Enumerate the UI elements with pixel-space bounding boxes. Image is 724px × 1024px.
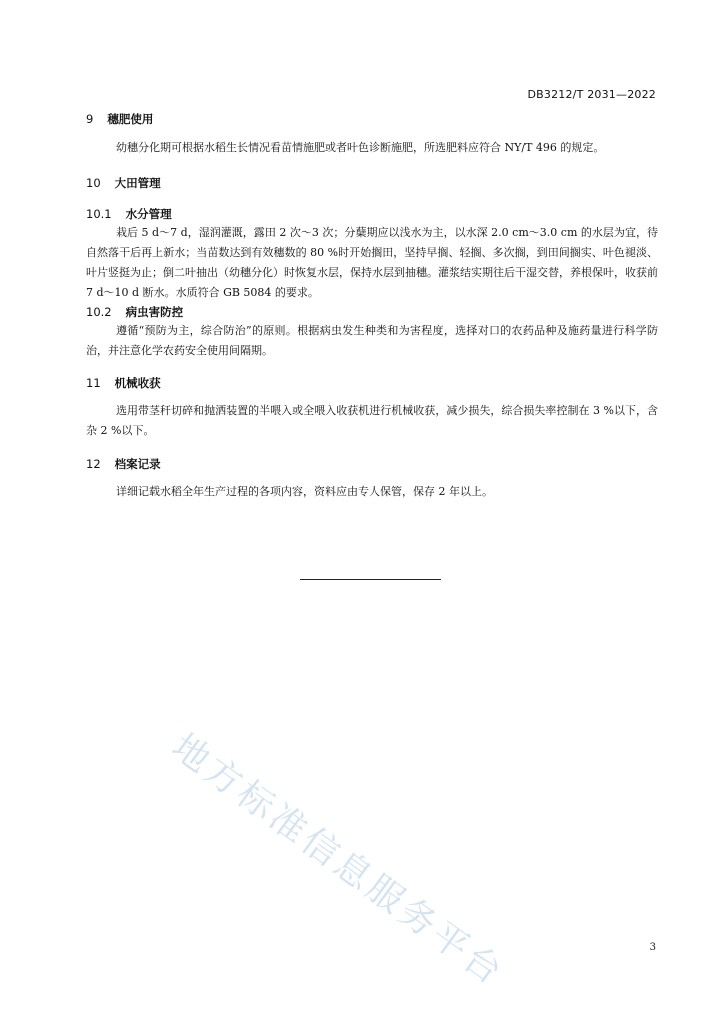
section-heading-10: [86, 175, 161, 191]
section-body-12: 详细记载水稻全年生产过程的各项内容，资料应由专人保管，保存 2 年以上。: [116, 485, 493, 498]
section-number: 9: [86, 112, 94, 126]
section-title: 大田管理: [114, 176, 161, 190]
end-rule: [300, 579, 441, 580]
section-number: 12: [86, 457, 101, 471]
section-number: 10: [86, 176, 101, 190]
section-title: 水分管理: [125, 207, 172, 221]
section-heading-12: [86, 456, 161, 472]
section-body-9: 幼穗分化期可根据水稻生长情况看苗情施肥或者叶色诊断施肥，所选肥料应符合 NY/T 496 的规定。: [116, 141, 605, 154]
section-heading-11: [86, 375, 161, 391]
watermark: 地方标准信息服务平台: [164, 726, 512, 995]
section-title: 机械收获: [114, 376, 161, 390]
section-heading-9: [86, 111, 153, 127]
section-title: 档案记录: [114, 457, 161, 471]
section-body-10-1: 栽后 5 d～7 d，湿润灌溉，露田 2 次～3 次；分蘖期应以浅水为主，以水深 2.0 cm～3.0 cm 的水层为宜，待自然落干后再上新水；当苗数达到有效穗数的 80 %时开始搁田，坚持早搁、轻搁、多次搁，到田间搁实、叶色褪淡、叶片竖挺为止；倒二叶抽出（幼穗分化）时恢复水层，保持水层到抽穗。灌浆结实期往后干湿交替，养根保叶，收获前 7 d～10 d 断水。水质符合 GB 5084 的要求。: [86, 226, 658, 299]
document-number: DB3212/T 2031—2022: [527, 88, 656, 101]
section-body-10-2: 遵循“预防为主，综合防治”的原则。根据病虫发生种类和为害程度，选择对口的农药品种及施药量进行科学防治，并注意化学农药安全使用间隔期。: [86, 324, 658, 357]
section-heading-10-2: [86, 304, 183, 320]
section-number: 10.2: [86, 305, 112, 319]
page-number: 3: [649, 942, 656, 953]
section-body-11: 选用带茎秆切碎和抛洒装置的半喂入或全喂入收获机进行机械收获，减少损失，综合损失率控制在 3 %以下，含杂 2 %以下。: [86, 404, 658, 437]
section-number: 10.1: [86, 207, 112, 221]
section-heading-10-1: [86, 206, 172, 222]
section-number: 11: [86, 376, 101, 390]
section-title: 病虫害防控: [125, 305, 184, 319]
section-title: 穗肥使用: [107, 112, 154, 126]
